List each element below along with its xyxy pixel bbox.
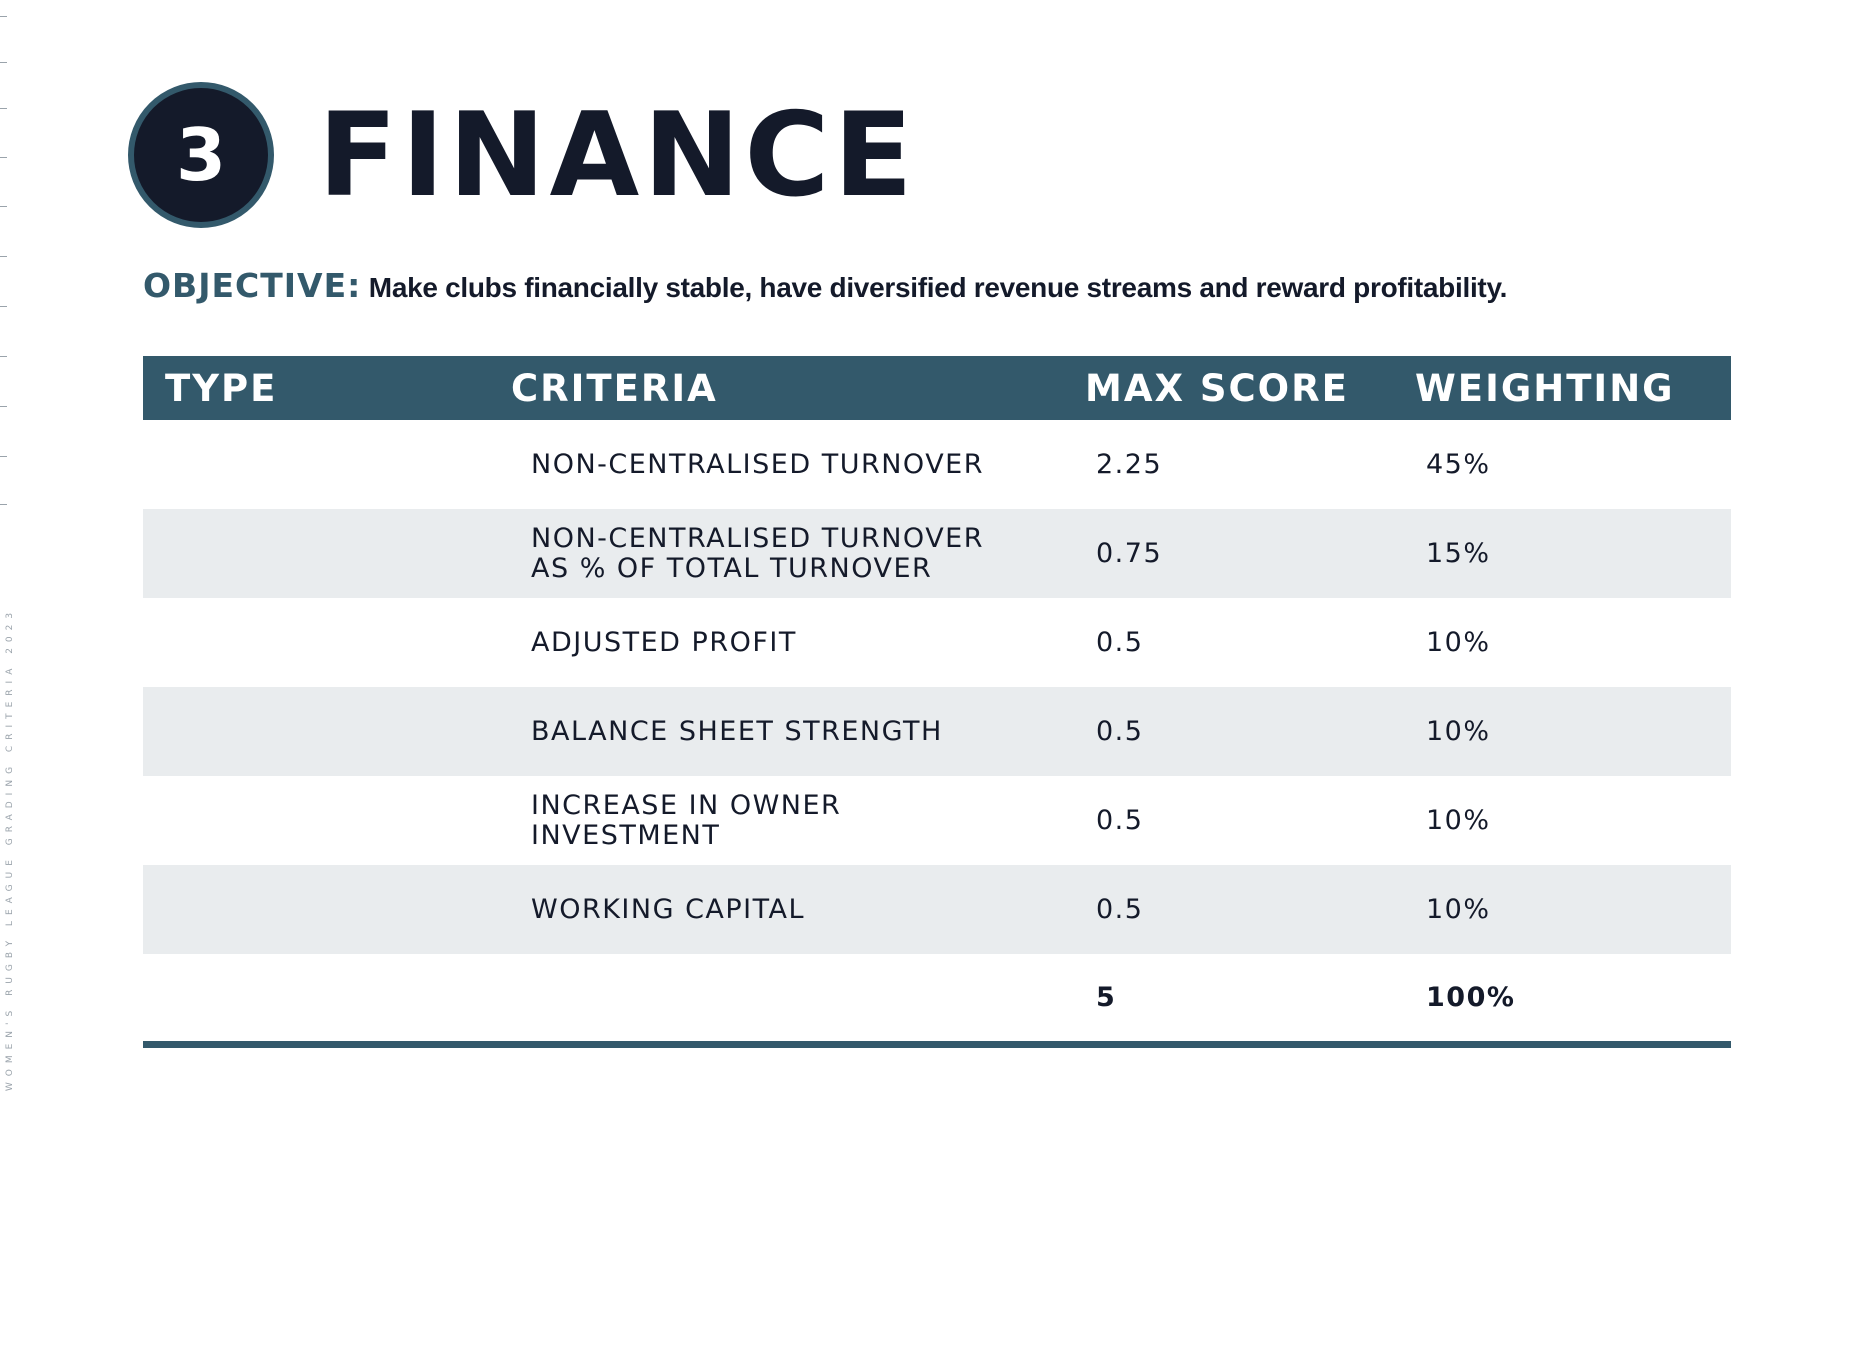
column-header-max-score: MAX SCORE [1085,366,1349,410]
objective-line [143,266,1743,305]
criteria-cell [531,791,1096,851]
finance-criteria-table [143,356,1731,1048]
weighting-cell: 100% [1426,981,1516,1013]
max-score-cell: 0.75 [1096,537,1163,569]
table-header-row [143,356,1731,420]
weighting-cell: 45% [1426,448,1491,480]
table-total-row [143,954,1731,1041]
column-header-weighting: WEIGHTING [1415,366,1675,410]
criteria-line: INVESTMENT [531,819,721,851]
section-number-badge: 3 [128,82,274,228]
criteria-cell [531,895,1096,925]
criteria-cell [531,524,1096,584]
ruler-tick [0,108,7,109]
ruler-tick [0,256,7,257]
weighting-cell: 10% [1426,893,1491,925]
table-row [143,509,1731,598]
ruler-tick [0,206,7,207]
weighting-cell: 15% [1426,537,1491,569]
table-row [143,687,1731,776]
max-score-cell: 0.5 [1096,715,1144,747]
ruler-tick [0,157,7,158]
table-bottom-border [143,1041,1731,1048]
max-score-cell: 0.5 [1096,804,1144,836]
ruler-tick [0,306,7,307]
weighting-cell: 10% [1426,804,1491,836]
side-footer-text: WOMEN'S RUGBY LEAGUE GRADING CRITERIA 2023 [5,606,15,1092]
max-score-cell: 5 [1096,981,1117,1013]
table-row [143,776,1731,865]
max-score-cell: 2.25 [1096,448,1163,480]
page-title: FINANCE [318,88,917,223]
criteria-line: NON-CENTRALISED TURNOVER [531,522,984,554]
weighting-cell: 10% [1426,715,1491,747]
table-row [143,865,1731,954]
column-header-criteria: CRITERIA [511,366,718,410]
column-header-type: TYPE [165,366,278,410]
criteria-line: BALANCE SHEET STRENGTH [531,715,943,747]
criteria-line: AS % OF TOTAL TURNOVER [531,552,933,584]
criteria-cell [531,717,1096,747]
ruler-tick [0,62,7,63]
max-score-cell: 0.5 [1096,893,1144,925]
criteria-line: INCREASE IN OWNER [531,789,842,821]
objective-label: OBJECTIVE: [143,266,362,305]
ruler-tick [0,16,7,17]
criteria-line: NON-CENTRALISED TURNOVER [531,448,984,480]
table-row [143,420,1731,509]
criteria-line: WORKING CAPITAL [531,893,806,925]
criteria-line: ADJUSTED PROFIT [531,626,797,658]
table-body [143,420,1731,1041]
objective-text: Make clubs financially stable, have diversified revenue streams and reward profitability. [368,272,1508,303]
max-score-cell: 0.5 [1096,626,1144,658]
criteria-cell [531,450,1096,480]
criteria-cell [531,628,1096,658]
table-row [143,598,1731,687]
weighting-cell: 10% [1426,626,1491,658]
